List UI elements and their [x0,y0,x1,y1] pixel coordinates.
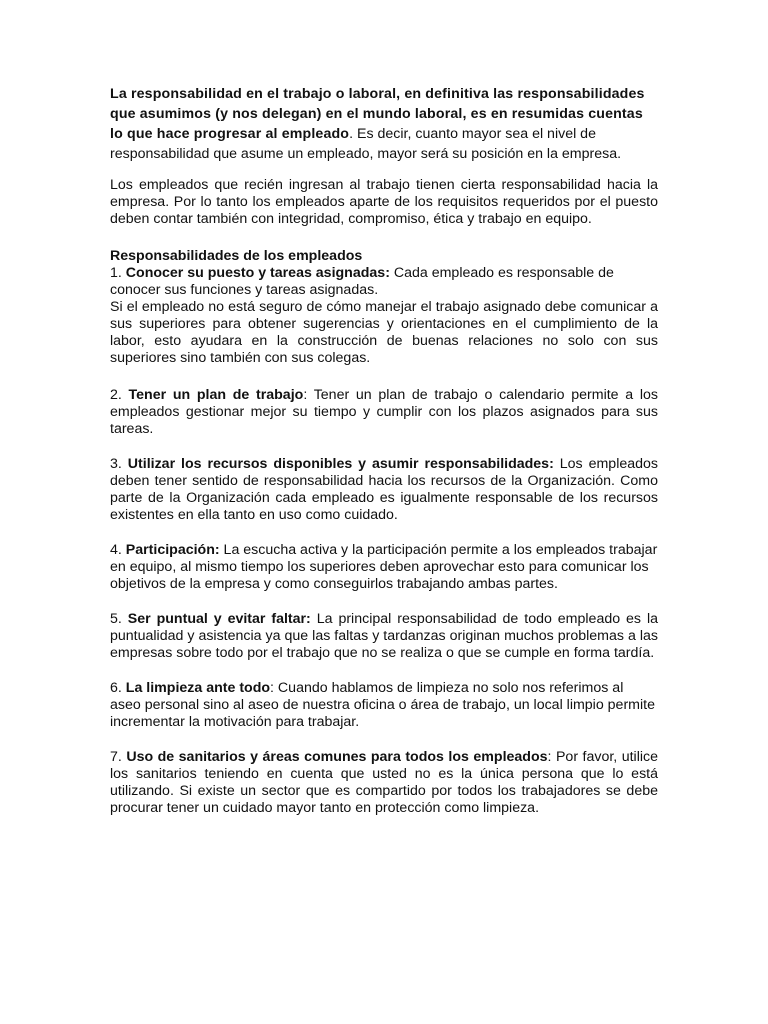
item-2-number: 2. [110,387,129,403]
item-1-extra: Si el empleado no está seguro de cómo manejar el trabajo asignado debe comunicar a sus superiores para obtener sugerencias y orientaciones en el cumplimiento de la labor, esto ayudara en la construcción de buenas relaciones no solo con sus superiores sino también con sus colegas. [110,299,658,366]
item-4-text: La escucha activa y la participación permite a los empleados trabajar en equipo, al mismo tiempo los superiores deben aprovechar esto para comunicar los objetivos de la empresa y como conseguirlos trabajando ambas partes. [110,542,658,592]
item-1-title: Conocer su puesto y tareas asignadas: [125,265,390,281]
item-4-number: 4. [110,542,126,558]
item-2-text: : Tener un plan de trabajo o calendario permite a los empleados gestionar mejor su tiempo y cumplir con los plazos asignados para sus tareas. [110,387,659,437]
intro-rest-text: . Es decir, cuanto mayor sea el nivel de responsabilidad que asume un empleado, mayor será su posición en la empresa. [110,126,622,162]
item-6-text: : Cuando hablamos de limpieza no solo nos referimos al aseo personal sino al aseo de nuestra oficina o área de trabajo, un local limpio permite incrementar la motivación para trabajar. [110,680,655,730]
item-3-text: Los empleados deben tener sentido de responsabilidad hacia los recursos de la Organización. Como parte de la Organización cada empleado es igualmente responsable de los recursos existentes en ella tanto en uso como cuidado. [110,456,659,523]
item-7-title: Uso de sanitarios y áreas comunes para todos los empleados [126,749,548,765]
item-1 [110,265,658,367]
section-title: Responsabilidades de los empleados [110,248,363,264]
paragraph-employees-intro: Los empleados que recién ingresan al trabajo tienen cierta responsabilidad hacia la empresa. Por lo tanto los empleados aparte de los requisitos requeridos por el puesto deben contar también con integridad, compromiso, ética y trabajo en equipo. [110,177,658,227]
item-5-title: Ser puntual y evitar faltar: [127,611,311,627]
item-7-text: : Por favor, utilice los sanitarios teniendo en cuenta que usted no es la única persona que lo está utilizando. Si existe un sector que es compartido por todos los trabajadores se debe procurar tener un cuidado mayor tanto en protección como limpieza. [110,749,658,816]
document-page [110,84,658,817]
item-6-title: La limpieza ante todo [125,680,271,696]
item-2-title: Tener un plan de trabajo [128,387,304,403]
item-7 [110,749,658,817]
item-5 [110,611,658,662]
item-2 [110,387,658,438]
item-3 [110,456,658,524]
intro-bold-text: La responsabilidad en el trabajo o laboral, en definitiva las responsabilidades que asumimos (y nos delegan) en el mundo laboral, es en resumidas cuentas lo que hace progresar al empleado [110,86,645,142]
intro-paragraph [110,84,658,164]
item-7-number: 7. [110,749,127,765]
item-4-title: Participación: [125,542,220,558]
item-6-number: 6. [110,680,126,696]
item-4 [110,542,658,593]
item-5-text: La principal responsabilidad de todo empleado es la puntualidad y asistencia ya que las faltas y tardanzas originan muchos problemas a las empresas sobre todo por el trabajo que no se realiza o que se cumple en forma tardía. [110,611,659,661]
item-3-title: Utilizar los recursos disponibles y asumir responsabilidades: [127,456,554,472]
item-6 [110,680,658,731]
item-1-text: Cada empleado es responsable de conocer sus funciones y tareas asignadas. [110,265,614,298]
item-1-lead [110,265,658,299]
item-1-number: 1. [110,265,126,281]
item-5-number: 5. [110,611,128,627]
item-3-number: 3. [110,456,128,472]
